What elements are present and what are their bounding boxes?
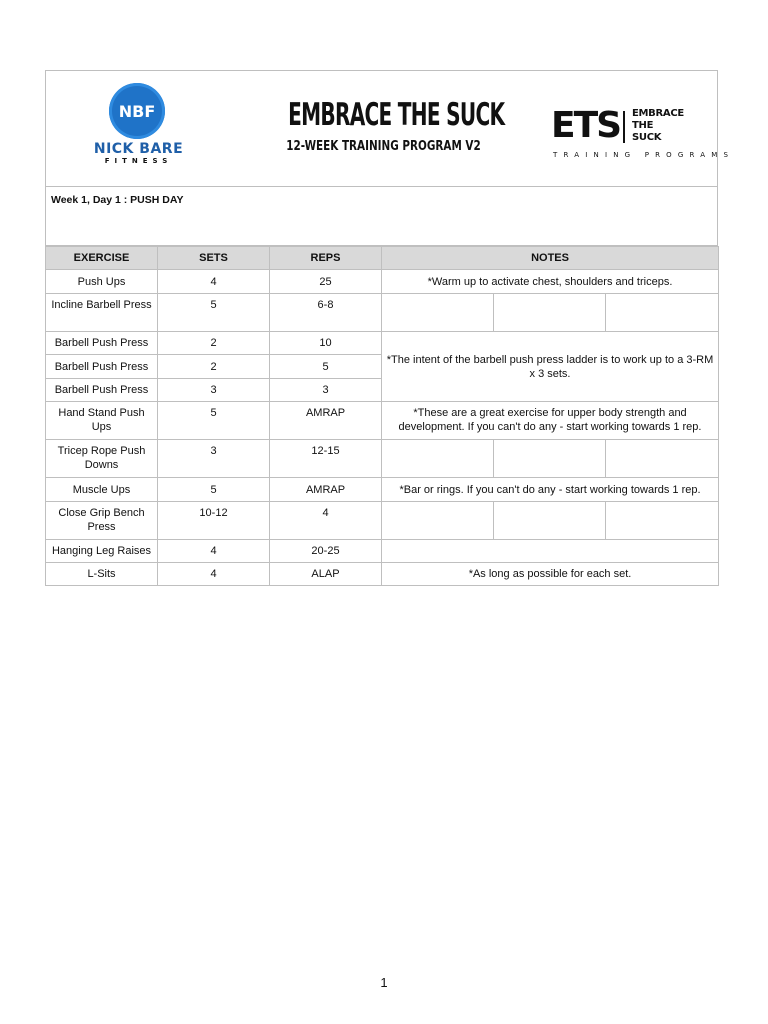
table-row bbox=[46, 563, 719, 586]
reps-cell: 20-25 bbox=[270, 540, 382, 563]
ets-tagline: TRAINING PROGRAMS bbox=[553, 151, 735, 159]
sets-cell: 4 bbox=[158, 540, 270, 563]
ets-word-1: EMBRACE bbox=[632, 108, 684, 119]
week-day-label: Week 1, Day 1 : PUSH DAY bbox=[45, 186, 718, 246]
ets-word-2: THE bbox=[632, 120, 654, 131]
notes-cell: *The intent of the barbell push press ladder is to work up to a 3-RM x 3 sets. bbox=[382, 332, 719, 402]
notes-cell: *These are a great exercise for upper body strength and development. If you can't do any - start working towards 1 rep. bbox=[382, 402, 719, 440]
ets-logo bbox=[551, 105, 735, 165]
exercise-cell: Hanging Leg Raises bbox=[46, 540, 158, 563]
ets-divider bbox=[623, 111, 625, 143]
header-notes: NOTES bbox=[382, 247, 719, 270]
reps-cell: 4 bbox=[270, 502, 382, 540]
ets-words bbox=[632, 108, 684, 144]
ets-word-3: SUCK bbox=[632, 132, 662, 143]
exercise-cell: Barbell Push Press bbox=[46, 332, 158, 355]
page-title: EMBRACE THE SUCK bbox=[288, 97, 505, 133]
sets-cell: 2 bbox=[158, 332, 270, 355]
document-page bbox=[45, 70, 735, 586]
page-subtitle: 12-WEEK TRAINING PROGRAM V2 bbox=[286, 139, 481, 154]
reps-cell: AMRAP bbox=[270, 478, 382, 502]
empty-note-cell bbox=[494, 294, 606, 332]
empty-note-cell bbox=[494, 502, 606, 540]
header-exercise: EXERCISE bbox=[46, 247, 158, 270]
header-reps: REPS bbox=[270, 247, 382, 270]
reps-cell: 5 bbox=[270, 355, 382, 379]
ets-letters: ETS bbox=[551, 105, 621, 146]
notes-cell: *Warm up to activate chest, shoulders and triceps. bbox=[382, 270, 719, 294]
empty-note-cell bbox=[382, 540, 719, 563]
exercise-cell: Push Ups bbox=[46, 270, 158, 294]
reps-cell: AMRAP bbox=[270, 402, 382, 440]
empty-note-cell bbox=[382, 294, 494, 332]
sets-cell: 5 bbox=[158, 478, 270, 502]
table-row bbox=[46, 402, 719, 440]
reps-cell: ALAP bbox=[270, 563, 382, 586]
exercise-cell: L-Sits bbox=[46, 563, 158, 586]
reps-cell: 25 bbox=[270, 270, 382, 294]
exercise-cell: Hand Stand Push Ups bbox=[46, 402, 158, 440]
exercise-cell: Barbell Push Press bbox=[46, 379, 158, 402]
empty-note-cell bbox=[606, 502, 719, 540]
table-row bbox=[46, 478, 719, 502]
table-row bbox=[46, 270, 719, 294]
sets-cell: 4 bbox=[158, 563, 270, 586]
exercise-cell: Barbell Push Press bbox=[46, 355, 158, 379]
reps-cell: 10 bbox=[270, 332, 382, 355]
sets-cell: 10-12 bbox=[158, 502, 270, 540]
sets-cell: 5 bbox=[158, 294, 270, 332]
exercise-cell: Close Grip Bench Press bbox=[46, 502, 158, 540]
logo-subtitle: FITNESS bbox=[104, 157, 173, 165]
exercise-cell: Incline Barbell Press bbox=[46, 294, 158, 332]
notes-cell: *Bar or rings. If you can't do any - start working towards 1 rep. bbox=[382, 478, 719, 502]
table-row bbox=[46, 332, 719, 355]
header-sets: SETS bbox=[158, 247, 270, 270]
reps-cell: 12-15 bbox=[270, 440, 382, 478]
empty-note-cell bbox=[382, 502, 494, 540]
reps-cell: 6-8 bbox=[270, 294, 382, 332]
exercise-cell: Tricep Rope Push Downs bbox=[46, 440, 158, 478]
table-row bbox=[46, 294, 719, 332]
empty-note-cell bbox=[606, 440, 719, 478]
table-row bbox=[46, 440, 719, 478]
nbf-badge-icon: NBF bbox=[109, 83, 165, 139]
sets-cell: 3 bbox=[158, 440, 270, 478]
notes-cell: *As long as possible for each set. bbox=[382, 563, 719, 586]
sets-cell: 3 bbox=[158, 379, 270, 402]
table-row bbox=[46, 502, 719, 540]
empty-note-cell bbox=[494, 440, 606, 478]
empty-note-cell bbox=[382, 440, 494, 478]
sets-cell: 4 bbox=[158, 270, 270, 294]
title-block bbox=[251, 97, 516, 154]
table-row bbox=[46, 540, 719, 563]
sets-cell: 2 bbox=[158, 355, 270, 379]
sets-cell: 5 bbox=[158, 402, 270, 440]
exercise-cell: Muscle Ups bbox=[46, 478, 158, 502]
logo-name: NICK BARE bbox=[93, 141, 184, 157]
workout-table bbox=[45, 246, 719, 586]
empty-note-cell bbox=[606, 294, 719, 332]
nick-bare-fitness-logo bbox=[81, 83, 196, 173]
header bbox=[45, 70, 735, 186]
page-number: 1 bbox=[380, 975, 388, 990]
reps-cell: 3 bbox=[270, 379, 382, 402]
table-header-row bbox=[46, 247, 719, 270]
